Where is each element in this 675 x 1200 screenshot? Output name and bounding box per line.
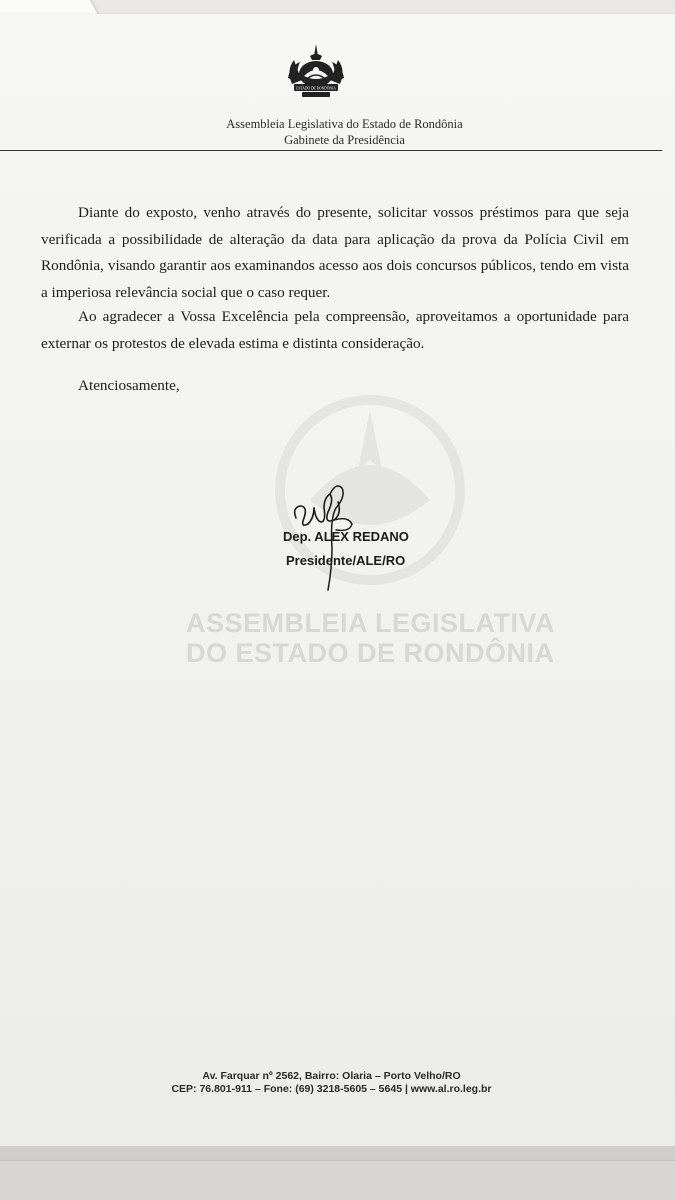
coat-of-arms-icon	[280, 40, 352, 108]
footer-contact: CEP: 76.801-911 – Fone: (69) 3218-5605 – 5645 | www.al.ro.leg.br	[171, 1083, 492, 1095]
watermark-line-2: DO ESTADO DE RONDÔNIA	[186, 638, 555, 668]
seal-text: ESTADO DE RONDÔNIA	[296, 86, 336, 91]
header-divider	[0, 150, 662, 151]
signatory-role: Presidente/ALE/RO	[286, 553, 406, 568]
handwritten-signature	[290, 478, 370, 594]
footer-address: Av. Farquar nº 2562, Bairro: Olaria – Porto Velho/RO	[202, 1070, 461, 1082]
closing-salutation: Atenciosamente,	[78, 377, 180, 394]
paragraph-request: Diante do exposto, venho através do presente, solicitar vossos préstimos para que seja verificada a possibilidade de alteração da data para aplicação da prova da Polícia Civil em Rondônia, visando garantir aos examinandos acesso aos dois concursos públicos, tendo em vista a imperiosa relevância social que o caso requer.	[41, 204, 629, 301]
institution-name: Assembleia Legislativa do Estado de Rondônia	[226, 117, 463, 131]
signatory-name: Dep. ALEX REDANO	[283, 529, 409, 544]
paragraph-thanks: Ao agradecer a Vossa Excelência pela compreensão, aproveitamos a oportunidade para externar os protestos de elevada estima e distinta consideração.	[41, 308, 629, 352]
department-name: Gabinete da Presidência	[284, 133, 405, 147]
underlying-paper-bottom	[0, 1160, 675, 1200]
watermark-line-1: ASSEMBLEIA LEGISLATIVA	[186, 608, 556, 638]
